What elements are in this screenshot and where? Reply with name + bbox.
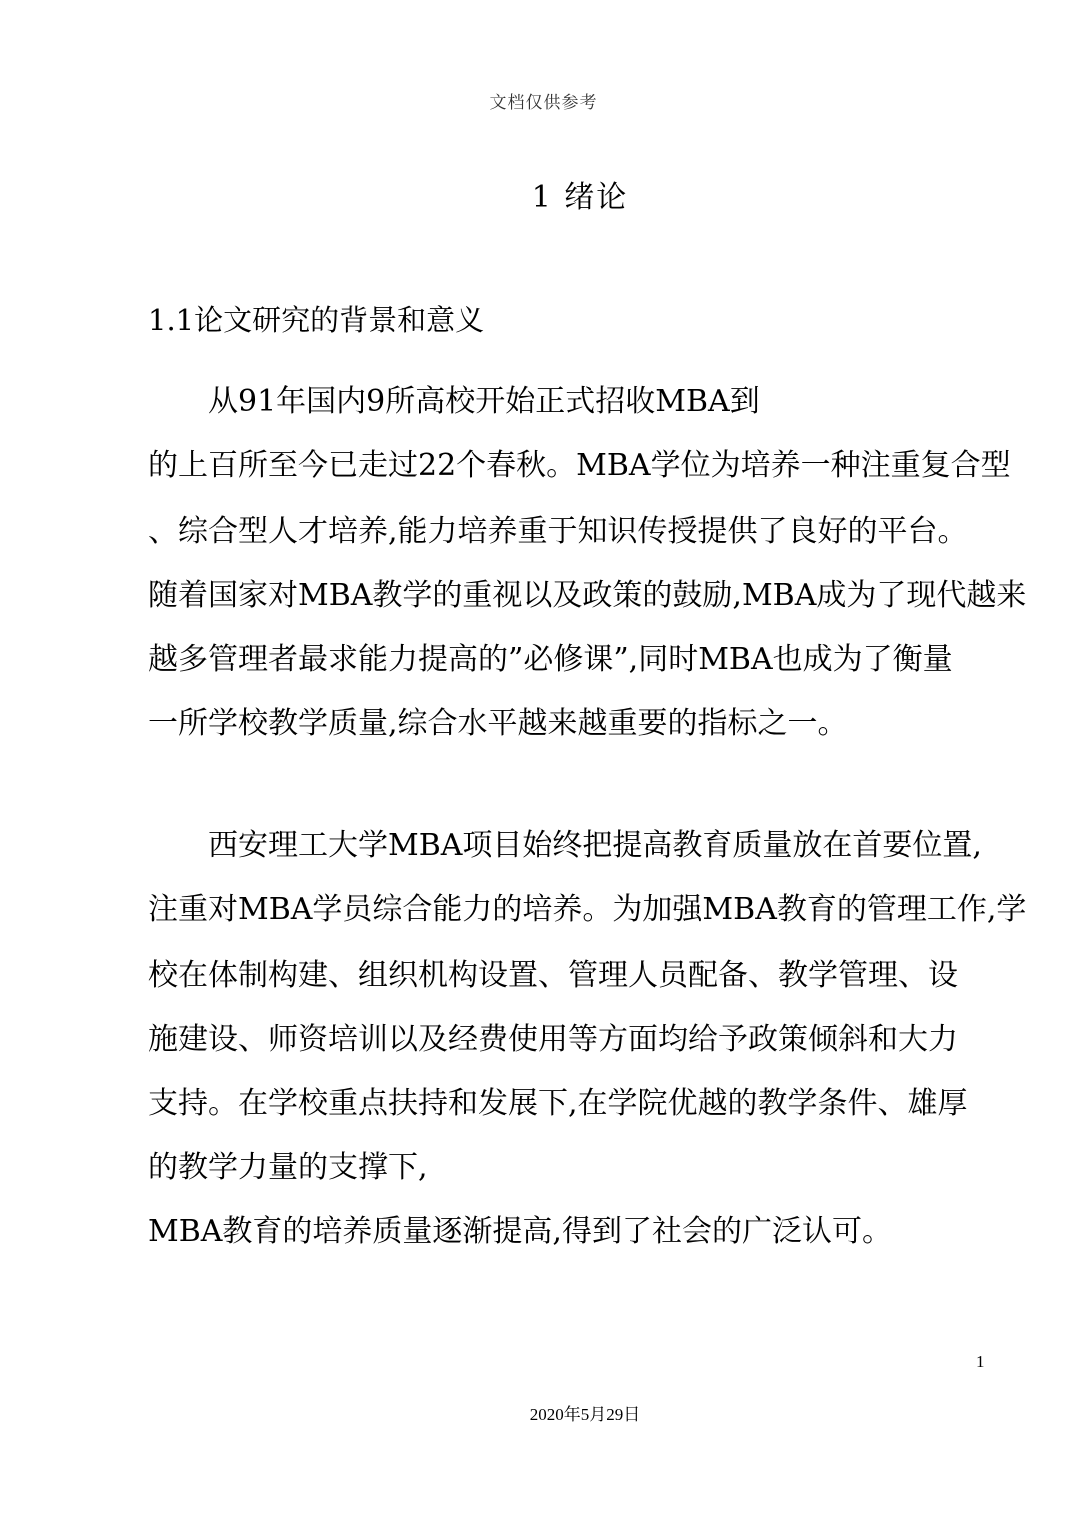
paragraph-line: 、综合型人才培养,能力培养重于知识传授提供了良好的平台。 — [148, 514, 968, 549]
paragraph-line: 越多管理者最求能力提高的”必修课”,同时MBA也成为了衡量 — [148, 642, 953, 677]
paragraph-line: 随着国家对MBA教学的重视以及政策的鼓励,MBA成为了现代越来 — [148, 578, 1027, 613]
paragraph-line: 支持。在学校重点扶持和发展下,在学院优越的教学条件、雄厚 — [148, 1086, 968, 1121]
section-title: 1.1论文研究的背景和意义 — [148, 303, 485, 337]
paragraph-line: 校在体制构建、组织机构设置、管理人员配备、教学管理、设 — [148, 958, 958, 993]
footer-date: 2020年5月29日 — [529, 1405, 641, 1424]
paragraph-line: 施建设、师资培训以及经费使用等方面均给予政策倾斜和大力 — [148, 1022, 958, 1057]
paragraph-line: 的教学力量的支撑下, — [148, 1150, 428, 1185]
page-number: 1 — [976, 1352, 985, 1371]
paragraph-line: 从91年国内9所高校开始正式招收MBA到 — [208, 384, 760, 419]
paragraph-line: 注重对MBA学员综合能力的培养。为加强MBA教育的管理工作,学 — [148, 892, 1027, 927]
paragraph-line: 西安理工大学MBA项目始终把提高教育质量放在首要位置, — [208, 828, 982, 863]
paragraph-line: MBA教育的培养质量逐渐提高,得到了社会的广泛认可。 — [148, 1214, 892, 1249]
header-note: 文档仅供参考 — [489, 93, 598, 113]
chapter-title: 1 绪论 — [531, 180, 629, 215]
paragraph-line: 一所学校教学质量,综合水平越来越重要的指标之一。 — [148, 706, 848, 741]
paragraph-line: 的上百所至今已走过22个春秋。MBA学位为培养一种注重复合型 — [148, 448, 1011, 483]
